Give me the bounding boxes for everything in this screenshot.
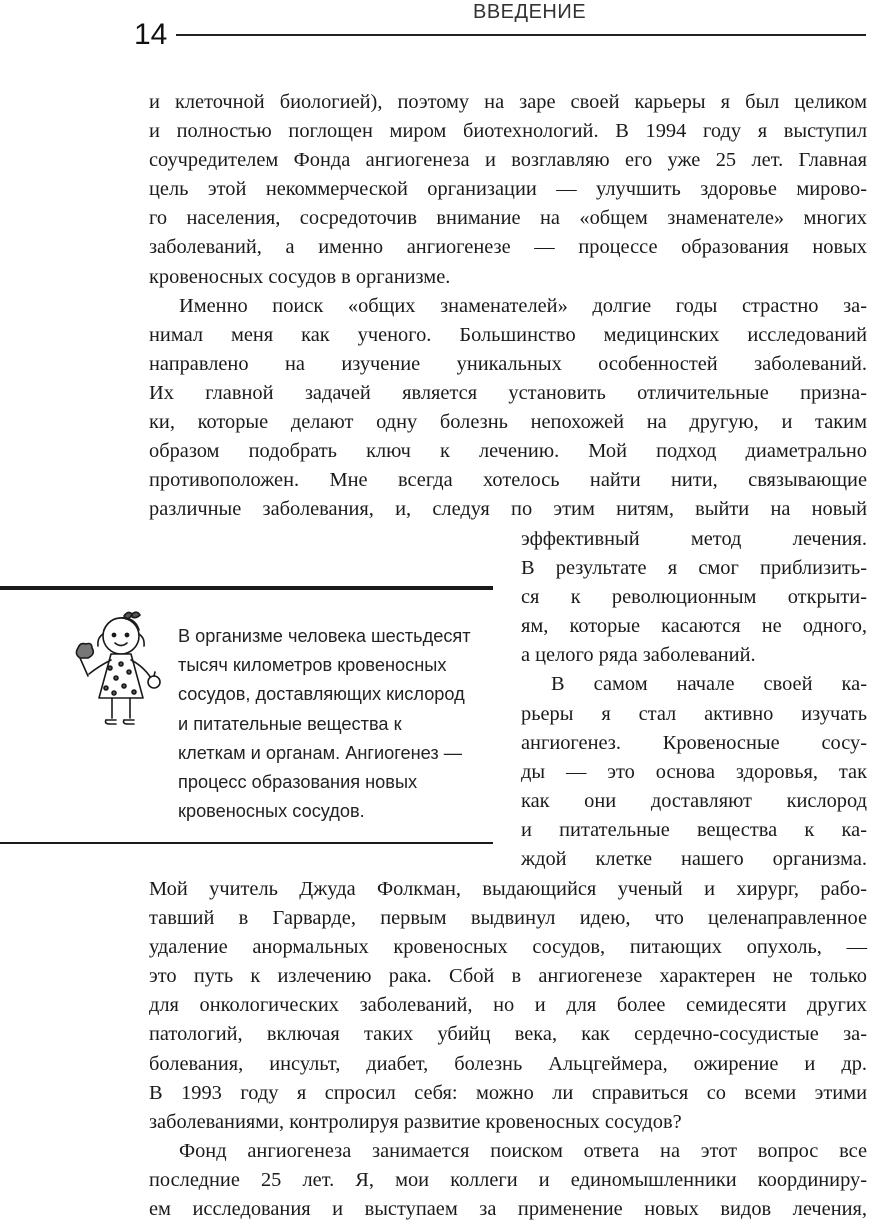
sidebar-line: клеткам и органам. Ангиогенез —: [178, 742, 462, 763]
body-text-top: [149, 88, 867, 524]
text-line: цель этой некоммерческой организации — улучшить здоровье мирово-: [149, 178, 867, 201]
sidebar-line: тысяч километров кровеносных: [178, 655, 447, 676]
text-line: соучредителем Фонда ангиогенеза и возглавляю его уже 25 лет. Главная: [149, 149, 867, 172]
text-line: кровеносных сосудов в организме.: [149, 265, 451, 288]
text-line: эффективный метод лечения.: [521, 528, 867, 550]
sidebar-note: [178, 622, 498, 826]
text-line: нимал меня как ученого. Большинство медицинских исследований: [149, 323, 867, 346]
text-line: тавший в Гарварде, первым выдвинул идею, что целенаправленное: [149, 907, 867, 930]
sidebar-top-rule: [0, 586, 493, 590]
text-line: для онкологических заболеваний, но и для более семидесяти других: [149, 994, 867, 1017]
text-line: Фонд ангиогенеза занимается поиском ответа на этот вопрос все: [179, 1139, 867, 1162]
text-line: как они доставляют кислород: [521, 789, 867, 812]
text-line: удаление анормальных кровеносных сосудов, питающих опухоль, —: [149, 936, 867, 959]
body-text-bottom: [149, 875, 867, 1224]
text-line: го населения, сосредоточив внимание на «общем знаменателе» многих: [149, 207, 867, 230]
text-line: а целого ряда заболеваний.: [521, 644, 756, 667]
text-line: В результате я смог приблизить-: [521, 557, 867, 580]
text-line: и клеточной биологией), поэтому на заре своей карьеры я был целиком: [149, 91, 867, 113]
text-line: противоположен. Мне всегда хотелось найти нити, связывающие: [149, 469, 867, 492]
text-line: В самом начале своей ка-: [551, 673, 867, 696]
text-line: патологий, включая таких убийц века, как сердечно-сосудистые за-: [149, 1023, 867, 1046]
text-line: Их главной задачей является установить отличительные призна-: [149, 381, 867, 404]
page-number: 14: [134, 18, 168, 51]
text-line: и питательные вещества к ка-: [521, 818, 867, 841]
text-line: ем исследования и выступаем за применение новых видов лечения,: [149, 1198, 867, 1221]
text-line: образом подобрать ключ к лечению. Мой подход диаметрально: [149, 440, 867, 463]
text-line: заболеваний, а именно ангиогенезе — процессе образования новых: [149, 236, 867, 259]
header-rule: [176, 34, 866, 36]
text-line: Именно поиск «общих знаменателей» долгие годы страстно за-: [179, 294, 867, 317]
text-line: и полностью поглощен миром биотехнологий. В 1994 году я выступил: [149, 120, 867, 143]
sidebar-line: и питательные вещества к: [178, 713, 402, 734]
sidebar-line: процесс образования новых: [178, 772, 418, 793]
body-text-right-column: [521, 525, 867, 874]
text-line: ся к революционным открыти-: [521, 586, 867, 609]
text-line: ды — это основа здоровья, так: [521, 760, 867, 783]
text-line: В 1993 году я спросил себя: можно ли справиться со всеми этими: [149, 1081, 867, 1104]
text-line: ангиогенез. Кровеносные сосу-: [521, 731, 867, 754]
text-line: заболеваниями, контролируя развитие кровеносных сосудов?: [149, 1110, 682, 1133]
sidebar-line: В организме человека шестьдесят: [178, 626, 471, 646]
text-line: Мой учитель Джуда Фолкман, выдающийся ученый и хирург, рабо-: [149, 878, 867, 900]
text-line: рьеры я стал активно изучать: [521, 702, 867, 725]
text-line: направлено на изучение уникальных особенностей заболеваний.: [149, 352, 867, 375]
text-line: последние 25 лет. Я, мои коллеги и единомышленники координиру-: [149, 1168, 867, 1191]
text-line: это путь к излечению рака. Сбой в ангиогенезе характерен не только: [149, 965, 867, 988]
text-line: ждой клетке нашего организма.: [521, 848, 867, 871]
text-line: ки, которые делают одну болезнь непохожей на другую, и таким: [149, 411, 867, 434]
sidebar-line: кровеносных сосудов.: [178, 801, 365, 822]
running-head: ВВЕДЕНИЕ: [473, 1, 587, 23]
text-line: ям, которые касаются не одного,: [521, 615, 867, 638]
text-line: различные заболевания, и, следуя по этим нитям, выйти на новый: [149, 498, 867, 521]
sidebar-bottom-rule: [0, 842, 493, 844]
girl-with-apple-icon: [66, 608, 170, 732]
text-line: болевания, инсульт, диабет, болезнь Альцгеймера, ожирение и др.: [149, 1052, 867, 1075]
sidebar-line: сосудов, доставляющих кислород: [178, 684, 465, 705]
